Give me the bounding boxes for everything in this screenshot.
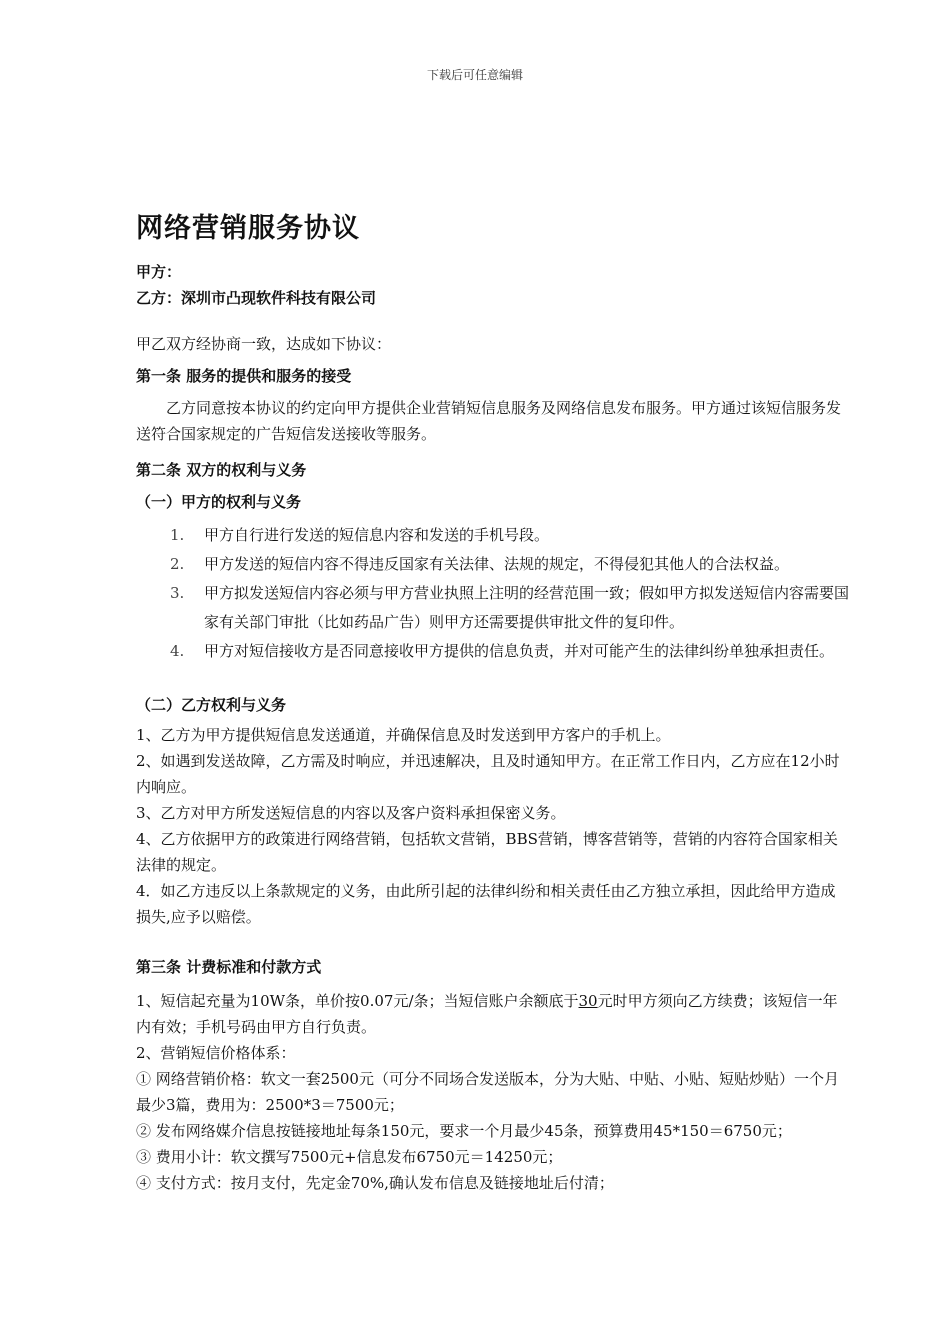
list-item-text: 甲方拟发送短信内容必须与甲方营业执照上注明的经营范围一致；假如甲方拟发送短信内容需要国家有关部门审批（比如药品广告）则甲方还需要提供审批文件的复印件。 xyxy=(204,584,850,631)
page-header: 下载后可任意编辑 xyxy=(426,68,523,82)
article3-line-6: ④ 支付方式：按月支付，先定金70%,确认发布信息及链接地址后付清； xyxy=(136,1174,614,1192)
article1-body: 乙方同意按本协议的约定向甲方提供企业营销短信息服务及网络信息发布服务。甲方通过该短信服务发送符合国家规定的广告短信发送接收等服务。 xyxy=(136,399,842,443)
list-item-text: 甲方对短信接收方是否同意接收甲方提供的信息负责，并对可能产生的法律纠纷单独承担责任。 xyxy=(204,642,835,660)
intro-text: 甲乙双方经协商一致，达成如下协议： xyxy=(136,335,392,353)
article2-heading: 第二条 双方的权利与义务 xyxy=(136,461,307,479)
article3-line-4: ② 发布网络媒介信息按链接地址每条150元，要求一个月最少45条，预算费用45*150＝6750元； xyxy=(136,1122,792,1140)
article1-heading: 第一条 服务的提供和服务的接受 xyxy=(136,367,352,385)
party-b: 乙方：深圳市凸现软件科技有限公司 xyxy=(136,289,377,307)
article3-line-1-post: 元时甲方须向乙方续费；该短信一年内有效；手机号码由甲方自行负责。 xyxy=(136,992,838,1036)
party-b-item-3: 3、乙方对甲方所发送短信息的内容以及客户资料承担保密义务。 xyxy=(136,804,566,822)
party-a: 甲方： xyxy=(136,263,182,281)
article2-sub1-heading: （一）甲方的权利与义务 xyxy=(136,493,302,511)
list-item-number: 4. xyxy=(170,642,185,660)
list-item-text: 甲方发送的短信内容不得违反国家有关法律、法规的规定，不得侵犯其他人的合法权益。 xyxy=(204,555,790,573)
party-b-item-5: 4．如乙方违反以上条款规定的义务，由此所引起的法律纠纷和相关责任由乙方独立承担，因此给甲方造成损失,应予以赔偿。 xyxy=(136,882,836,926)
party-b-item-2: 2、如遇到发送故障，乙方需及时响应，并迅速解决，且及时通知甲方。在正常工作日内，乙方应在12小时内响应。 xyxy=(136,752,840,796)
list-item-number: 3. xyxy=(170,584,185,602)
list-item xyxy=(136,550,850,579)
article2-sub2-heading: （二）乙方权利与义务 xyxy=(136,696,287,714)
party-b-item-1: 1、乙方为甲方提供短信息发送通道，并确保信息及时发送到甲方客户的手机上。 xyxy=(136,726,671,744)
list-item-number: 1. xyxy=(170,526,185,544)
article3-line-2: 2、营销短信价格体系： xyxy=(136,1044,296,1062)
list-item xyxy=(136,637,850,666)
party-a-rights-list xyxy=(136,521,850,666)
document-body xyxy=(136,206,850,1196)
list-item-text: 甲方自行进行发送的短信息内容和发送的手机号段。 xyxy=(204,526,550,544)
article3-line-1 xyxy=(136,988,850,1040)
list-item xyxy=(136,579,850,637)
article3-line-3: ① 网络营销价格：软文一套2500元（可分不同场合发送版本，分为大贴、中贴、小贴、短贴炒贴）一个月最少3篇，费用为：2500*3＝7500元； xyxy=(136,1070,839,1114)
article3-line-5: ③ 费用小计：软文撰写7500元+信息发布6750元＝14250元； xyxy=(136,1148,563,1166)
document-title: 网络营销服务协议 xyxy=(136,213,360,244)
threshold-amount: 30 xyxy=(578,992,598,1010)
list-item xyxy=(136,521,850,550)
article3-heading: 第三条 计费标准和付款方式 xyxy=(136,958,322,976)
article3-line-1-pre: 1、短信起充量为10W条，单价按0.07元/条；当短信账户余额底于 xyxy=(136,992,579,1010)
party-b-item-4: 4、乙方依据甲方的政策进行网络营销，包括软文营销，BBS营销，博客营销等，营销的内容符合国家相关法律的规定。 xyxy=(136,830,838,874)
list-item-number: 2. xyxy=(170,555,185,573)
